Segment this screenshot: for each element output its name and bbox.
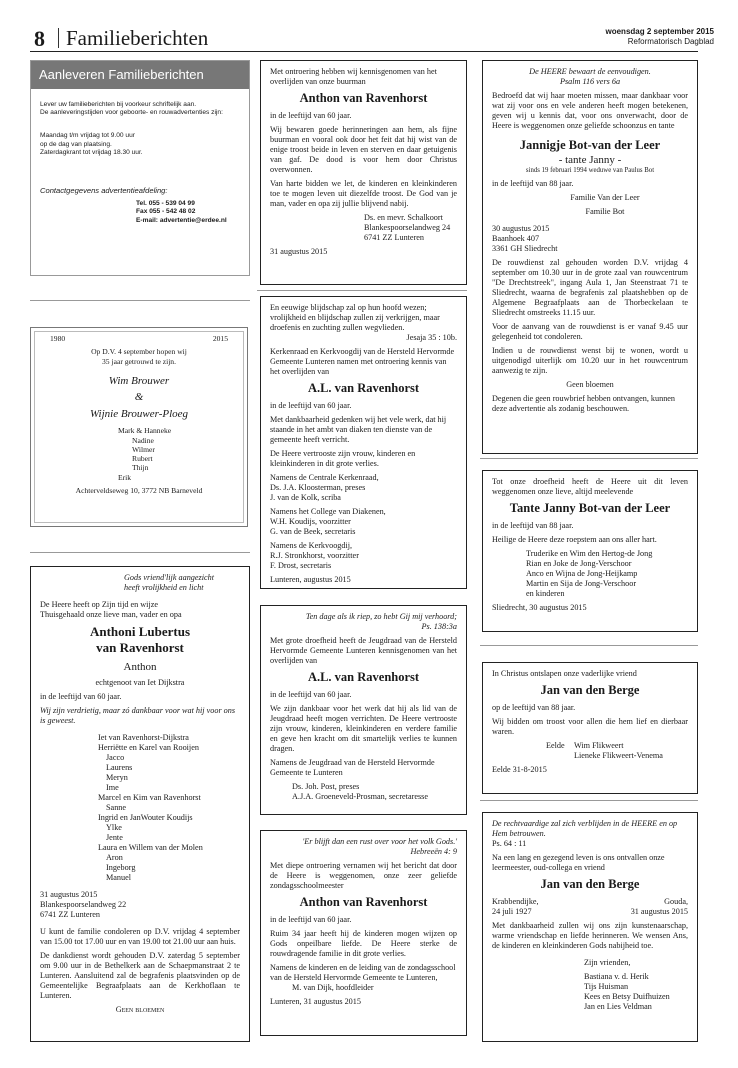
date-line: 31 augustus 2015 [40, 889, 98, 899]
signature: Blankespoorselandweg 24 [364, 222, 451, 232]
spouse-line: echtgenoot van Iet Dijkstra [95, 677, 185, 687]
family-member: Ime [106, 782, 119, 792]
verse-reference: Ps. 64 : 11 [492, 839, 527, 848]
age-line: op de leeftijd van 88 jaar. [492, 702, 576, 712]
body-text: Voor de aanvang van de rouwdienst is er vanaf 9.45 uur gelegenheid tot condoleren. [492, 322, 688, 342]
info-text: op de dag van plaatsing. [40, 140, 112, 148]
anniversary-line: 35 jaar getrouwd te zijn. [101, 356, 176, 366]
signature: A.J.A. Groeneveld-Prosman, secretaresse [292, 791, 428, 801]
family-member: Rubert [132, 454, 153, 463]
address-line: 3361 GH Sliedrecht [492, 244, 558, 254]
verse: 'Er blijft dan een rust over voor het volk Gods.' [302, 837, 457, 846]
deceased-name: Jannigje Bot-van der Leer [519, 138, 661, 152]
family-member: Nadine [132, 435, 154, 445]
family-member: Truderike en Wim den Hertog-de Jong [526, 548, 653, 558]
signature-place: Eelde [546, 740, 565, 750]
contact-heading: Contactgegevens advertentieafdeling: [40, 185, 168, 195]
column-rule [480, 458, 698, 459]
family-member: Martin en Sija de Jong-Verschoor [526, 578, 637, 588]
intro-text: Met diepe ontroering vernamen wij het bericht dat door de Heere is weggenomen, onze zeer geliefde zondagsschoolmeester [270, 861, 457, 890]
body-text: Wij bidden om troost voor allen die hem lief en dierbaar waren. [492, 716, 688, 736]
date-line: Sliedrecht, 30 augustus 2015 [492, 602, 587, 612]
birth-date: 24 juli 1927 [492, 906, 532, 916]
family-member: Ingrid en JanWouter Koudijs [98, 812, 193, 822]
date-line: 30 augustus 2015 [492, 224, 550, 234]
signature: Lieneke Flikweert-Venema [574, 750, 663, 760]
verse: En eeuwige blijdschap zal op hun hoofd wezen; vrolijkheid en blijdschap zullen zij verkrijgen, maar droefenis en zuchting zullen wegvlieden. [270, 303, 440, 332]
address-line: 6741 ZZ Lunteren [40, 909, 101, 919]
address-line: Blankespoorselandweg 22 [40, 899, 127, 909]
signature: Ds. en mevr. Schalkoort [364, 212, 443, 222]
verse: heeft vrolijkheid en licht [124, 583, 204, 592]
signature: Tijs Huisman [584, 981, 629, 991]
date-line: Lunteren, 31 augustus 2015 [270, 996, 361, 1006]
obituary-anthoni [30, 566, 250, 1042]
age-line: in de leeftijd van 60 jaar. [40, 691, 122, 701]
service-text: De dankdienst wordt gehouden D.V. zaterdag 5 september om 9.00 uur in de Bethelkerk aan de Schaepmanstraat 2 te Lunteren. Aansluitend zal de begrafenis plaatsvinden op de Gemeentelijke Begraafplaats aan de Kerkhoflaan te Lunteren. [40, 950, 240, 1000]
intro-text: In Christus ontslapen onze vaderlijke vriend [492, 669, 637, 678]
service-text: De rouwdienst zal gehouden worden D.V. vrijdag 4 september om 10.30 uur in de grote zaal van rouwcentrum "De Drechtstreek", ingang Aula 1, Jan Steenstraat 71 te Sliedrecht, waarna de begrafenis zal plaatshebben op de Algemene Begraafplaats aan de Thorbeckelaan te Sliedrecht omstreeks 11.15 uur. [492, 258, 688, 318]
verse: Gods vriend'lijk aangezicht [124, 573, 214, 582]
deceased-name: Jan van den Berge [540, 877, 640, 891]
age-line: in de leeftijd van 60 jaar. [270, 400, 352, 410]
anniversary-amp: & [134, 391, 144, 404]
age-line: in de leeftijd van 88 jaar. [492, 179, 574, 189]
flowers-note: Geen bloemen [115, 1004, 165, 1014]
signature: G. van de Beek, secretaris [270, 526, 356, 536]
obituary-tante-janny [482, 470, 698, 632]
intro-text: Bedroefd dat wij haar moeten missen, maar dankbaar voor wat zij voor ons en vele anderen heeft mogen betekenen, geven wij u kennis dat, voor ons onverwacht, door de Heere is weggenomen onze geliefde schoonzus en tante [492, 91, 688, 130]
signature: M. van Dijk, hoofdleider [292, 982, 374, 992]
address-line: Baanhoek 407 [492, 234, 540, 244]
signature: Bastiana v. d. Herik [584, 971, 649, 981]
deceased-name: Tante Janny Bot-van der Leer [509, 501, 671, 515]
page-number: 8 [34, 26, 45, 51]
family-member: Anco en Wijna de Jong-Heijkamp [526, 568, 638, 578]
body-text: Van harte bidden we let, de kinderen en kleinkinderen toe te mogen leven uit diezelfde troost. De God van je man, vader en opa zij jullie blijvend nabij. [270, 178, 457, 208]
death-date: 31 augustus 2015 [630, 906, 688, 916]
body-text: Indien u de rouwdienst wenst bij te wonen, wordt u uitgenodigd uiterlijk om 10.20 uur in het rouwcentrum aanwezig te zijn. [492, 346, 688, 376]
family-member: Mark & Hanneke [118, 426, 172, 436]
deceased-name: A.L. van Ravenhorst [307, 381, 420, 395]
publication-date: woensdag 2 september 2015 [605, 27, 714, 36]
family-member: Manuel [106, 872, 132, 882]
family-member: Laurens [106, 762, 133, 772]
date-line: 31 augustus 2015 [270, 246, 328, 256]
column-rule [480, 800, 698, 801]
verse-reference: Hebreeën 4: 9 [410, 847, 457, 856]
signature: Wim Flikweert [574, 740, 624, 750]
verse: Ten dage als ik riep, zo hebt Gij mij verhoord; [305, 612, 457, 621]
anniversary-name: Wim Brouwer [108, 374, 170, 387]
header-divider [58, 28, 59, 48]
call-name: - tante Janny - [558, 153, 622, 166]
family-member: en kinderen [526, 588, 565, 598]
column-rule [480, 645, 698, 646]
deceased-name: Anthon van Ravenhorst [299, 91, 428, 105]
call-name: Anthon [123, 660, 157, 673]
obituary-schalkoort [260, 60, 467, 285]
signature: R.J. Stronkhorst, voorzitter [270, 550, 359, 560]
age-line: in de leeftijd van 60 jaar. [270, 689, 352, 699]
contact-tel: Tel. 055 - 539 04 99 [136, 199, 195, 207]
family-member: Ylke [106, 822, 122, 832]
deceased-name: A.L. van Ravenhorst [307, 670, 420, 684]
anniversary-year-to: 2015 [212, 334, 228, 343]
deceased-name: Anthoni Lubertus [89, 624, 191, 639]
family-member: Rian en Joke de Jong-Verschoor [526, 558, 632, 568]
info-text: Zaterdagkrant tot vrijdag 18.30 uur. [40, 149, 143, 157]
age-line: in de leeftijd van 60 jaar. [270, 914, 352, 924]
anniversary-address: Achterveldseweg 10, 3772 NB Barneveld [75, 485, 203, 495]
verse-reference: Jesaja 35 : 10b. [406, 333, 457, 342]
condolence-text: U kunt de familie condoleren op D.V. vrijdag 4 september van 15.00 tot 17.00 uur en van 19.00 tot 21.00 uur aan huis. [40, 926, 240, 946]
anniversary-year-from: 1980 [50, 334, 66, 343]
obituary-berge-eelde [482, 662, 698, 794]
intro-text: Na een lang en gezegend leven is ons ontvallen onze leermeester, oud-collega en vriend [492, 853, 665, 872]
signature: Namens de Kerkvoogdij, [270, 540, 353, 550]
widow-line: sinds 19 februari 1994 weduwe van Paulus Bot [525, 167, 655, 175]
intro-text: Kerkenraad en Kerkvoogdij van de Hersteld Hervormde Gemeente Lunteren namen met ontroering kennis van het overlijden van [270, 347, 455, 376]
family-member: Sanne [106, 802, 127, 812]
signature: Namens de Centrale Kerkenraad, [270, 472, 379, 482]
age-line: in de leeftijd van 88 jaar. [492, 520, 574, 530]
signature-intro: Zijn vrienden, [584, 957, 631, 967]
intro-text: De Heere heeft op Zijn tijd en wijze [40, 600, 158, 609]
birth-place: Krabbendijke, [492, 896, 539, 906]
family-member: Thijn [132, 463, 149, 473]
anniversary-box [30, 327, 248, 527]
age-line: in de leeftijd van 60 jaar. [270, 110, 352, 120]
signature: Namens het College van Diakenen, [270, 506, 386, 516]
deceased-name: Jan van den Berge [540, 683, 640, 697]
intro-text: Tot onze droefheid heeft de Heere uit dit leven weggenomen onze lieve, altijd meelevende [492, 477, 688, 496]
family-member: Marcel en Kim van Ravenhorst [98, 792, 201, 802]
family-member: Wilmer [132, 444, 155, 454]
obituary-berge-gouda [482, 812, 698, 1042]
obituary-jannigje [482, 60, 698, 454]
verse: De rechtvaardige zal zich verblijden in de HEERE en op Hem betrouwen. [492, 819, 678, 838]
signature: Ds. J.A. Kloosterman, preses [270, 482, 366, 492]
intro-text: Thuisgehaald onze lieve man, vader en opa [40, 610, 182, 619]
quote: Wij zijn verdrietig, maar zó dankbaar voor wat hij voor ons is geweest. [40, 705, 236, 725]
signature: 6741 ZZ Lunteren [364, 232, 425, 242]
obituary-jeugdraad [260, 605, 467, 815]
signature: Ds. Joh. Post, preses [292, 781, 360, 791]
signature: F. Drost, secretaris [270, 560, 332, 570]
date-line: Eelde 31-8-2015 [492, 764, 547, 774]
body-text: Namens de Jeugdraad van de Hersteld Hervormde Gemeente te Lunteren [270, 757, 435, 777]
info-text: Lever uw familieberichten bij voorkeur schriftelijk aan. [40, 100, 197, 108]
flowers-note: Geen bloemen [566, 380, 614, 390]
family-member: Meryn [106, 772, 128, 782]
info-box [30, 60, 250, 276]
column-rule [30, 300, 250, 301]
family-member: Jacco [106, 752, 125, 762]
header-rule [30, 51, 698, 52]
anniversary-line: Op D.V. 4 september hopen wij [91, 347, 187, 357]
contact-fax: Fax 055 - 542 48 02 [136, 208, 196, 216]
section-title: Familieberichten [66, 26, 209, 50]
body-text: Ruim 34 jaar heeft hij de kinderen mogen wijzen op Gods onpeilbare liefde. De Heere sterke de rouwdragende familie in dit grote verlies. [270, 928, 457, 958]
verse-reference: Ps. 138:3a [421, 622, 457, 631]
intro-text: Met ontroering hebben wij kennisgenomen van het overlijden van onze buurman [270, 67, 437, 86]
body-text: Wij bewaren goede herinneringen aan hem, als fijne buurman en vooral ook door het feit dat hij wist van de enige troost beide in leven en sterven en daar getuigenis van gaf. De dood is voor hem door Christus overwonnen. [270, 124, 457, 174]
family-member: Herriëtte en Karel van Rooijen [98, 742, 199, 752]
intro-text: Met grote droefheid heeft de Jeugdraad van de Hersteld Hervormde Gemeente Lunteren kennisgenomen van het overlijden van [270, 636, 457, 665]
deceased-name: Anthon van Ravenhorst [299, 895, 428, 909]
deceased-name: van Ravenhorst [96, 640, 184, 656]
body-text: Heilige de Heere deze roepstem aan ons aller hart. [492, 534, 657, 544]
obituary-kerkenraad [260, 296, 467, 589]
body-text: De Heere vertrooste zijn vrouw, kinderen en kleinkinderen in dit grote verlies. [270, 448, 416, 468]
contact-email: E-mail: advertentie@erdee.nl [136, 216, 227, 224]
family-member: Iet van Ravenhorst-Dijkstra [98, 732, 189, 742]
date-line: Lunteren, augustus 2015 [270, 574, 351, 584]
obituary-zondagsschool [260, 830, 467, 1036]
family-member: Aron [106, 852, 123, 862]
family-member: Erik [118, 472, 132, 482]
signature: J. van de Kolk, scriba [270, 492, 341, 502]
body-text: Met dankbaarheid gedenken wij het vele werk, dat hij staande in het ambt van diaken ten dienste van de gemeente heeft verricht. [270, 414, 447, 444]
family-member: Laura en Willem van der Molen [98, 842, 203, 852]
signature: Familie Bot [585, 207, 625, 217]
death-place: Gouda, [664, 896, 688, 906]
body-text: We zijn dankbaar voor het werk dat hij als lid van de Jeugdraad heeft mogen verrichten. De Heere vertrooste zijn vrouw, kinderen, kleinkinderen en verdere familie en geve hen kracht om dit smartelijk verlies te kunnen dragen. [270, 703, 457, 753]
body-text: Namens de kinderen en de leiding van de zondagsschool van de Hersteld Hervormde Gemeente te Lunteren, [270, 962, 456, 982]
body-text: Met dankbaarheid zullen wij ons zijn kunstenaarschap, warme vriendschap en liefde herinneren. We wensen Ans, de kinderen en kleinkinderen Gods nabijheid toe. [492, 920, 688, 950]
info-title: Aanleveren Familieberichten [31, 61, 249, 89]
signature: Kees en Betsy Duifhuizen [584, 991, 670, 1001]
info-text: Maandag t/m vrijdag tot 9.00 uur [40, 131, 135, 139]
info-text: De aanleveringstijden voor geboorte- en rouwadvertenties zijn: [40, 109, 223, 117]
column-rule [257, 290, 467, 291]
signature: W.H. Koudijs, voorzitter [270, 516, 351, 526]
body-text: Degenen die geen rouwbrief hebben ontvangen, kunnen deze advertentie als zodanig beschouwen. [492, 394, 676, 414]
family-member: Ingeborg [106, 862, 136, 872]
signature: Familie Van der Leer [570, 193, 640, 203]
family-member: Jente [106, 832, 123, 842]
verse-reference: Psalm 116 vers 6a [559, 77, 621, 86]
verse: De HEERE bewaart de eenvoudigen. [529, 67, 651, 76]
anniversary-name: Wijnie Brouwer-Ploeg [89, 407, 189, 420]
signature: Jan en Lies Veldman [584, 1001, 652, 1011]
newspaper-name: Reformatorisch Dagblad [627, 37, 714, 46]
column-rule [30, 552, 250, 553]
